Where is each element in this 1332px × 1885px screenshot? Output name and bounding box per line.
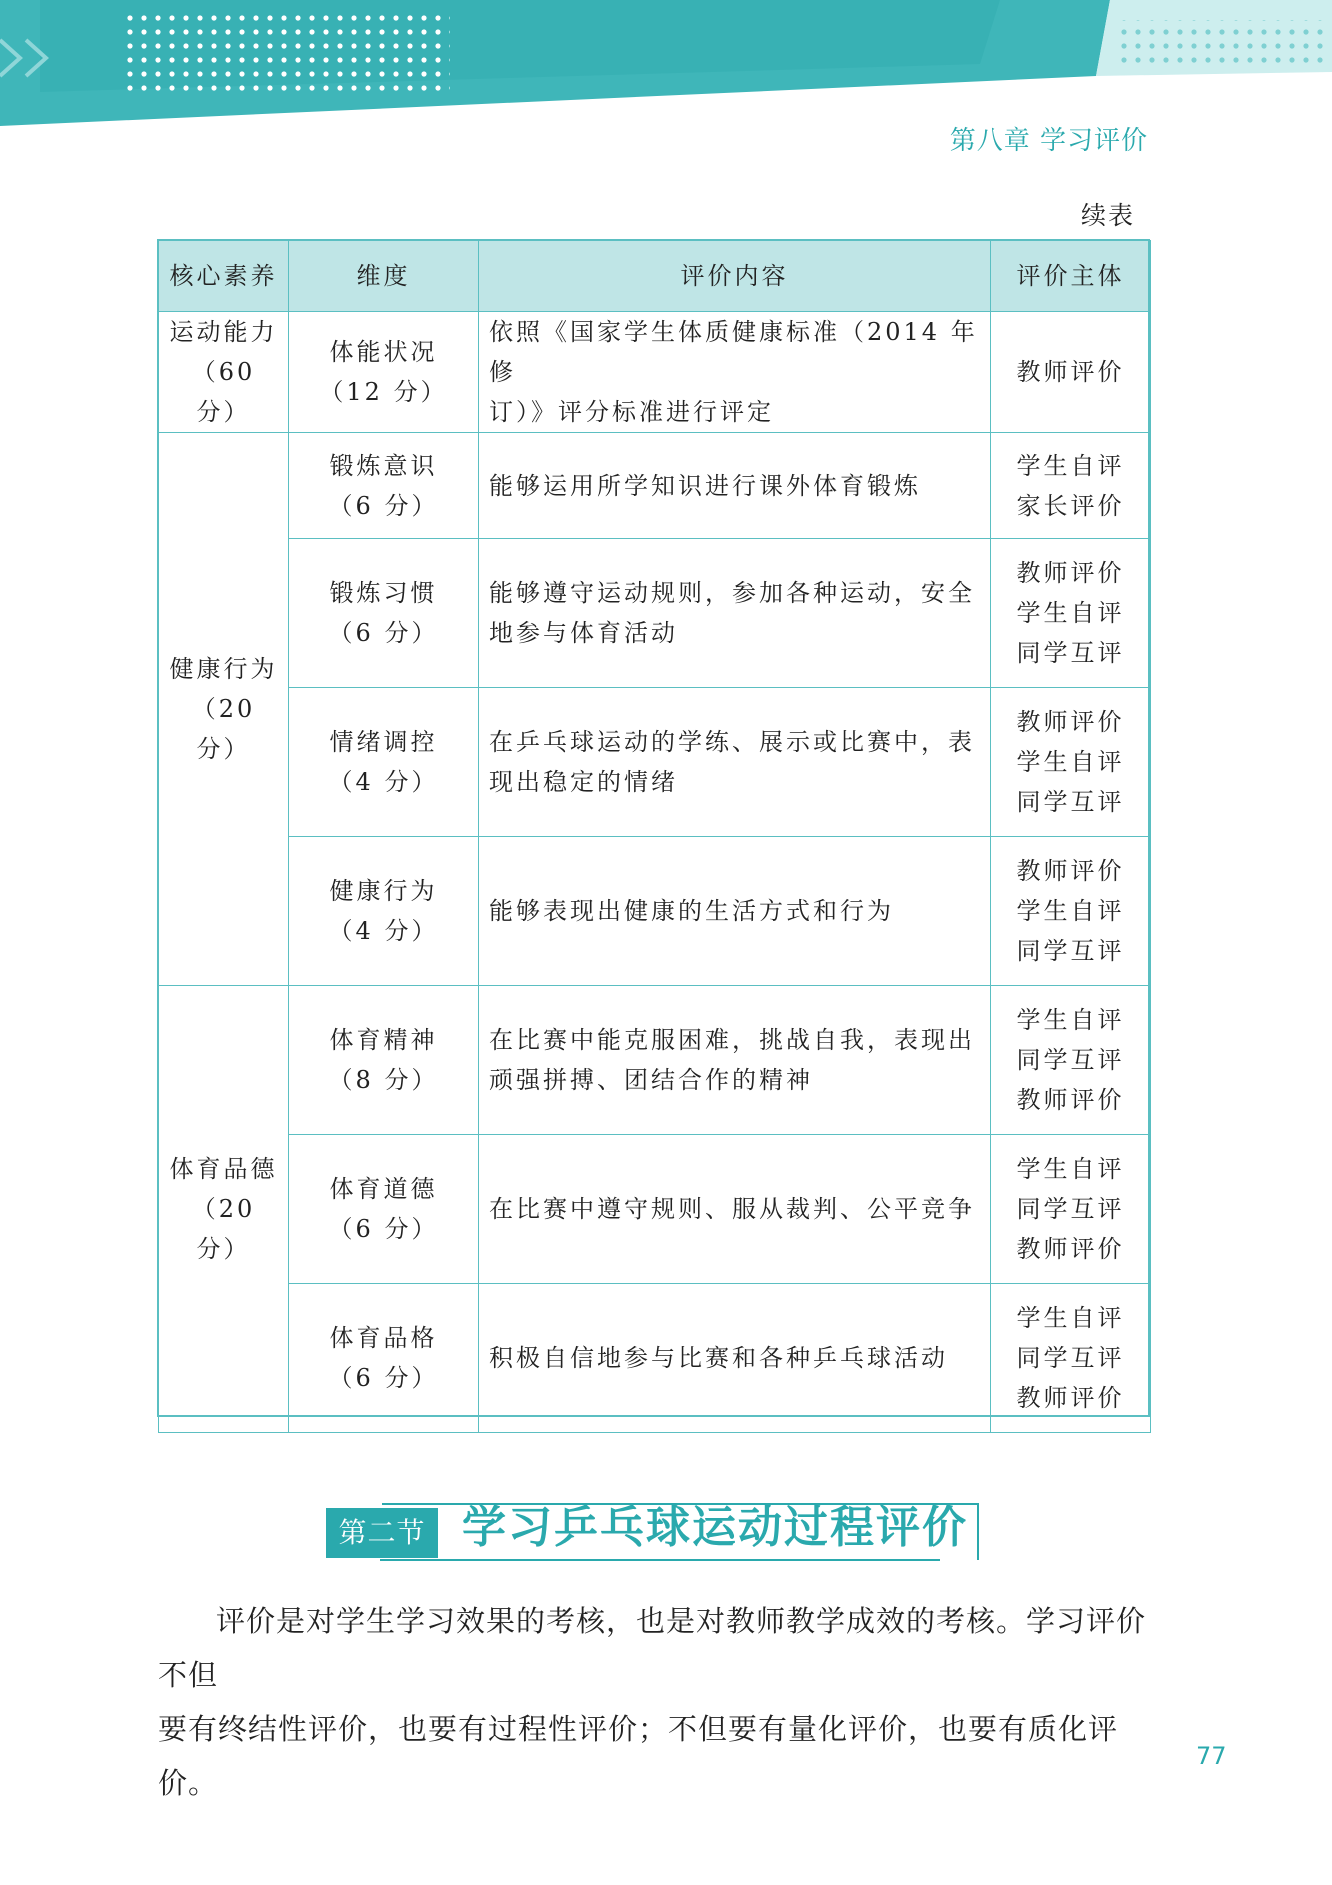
- subject-item: 教师评价: [1016, 708, 1125, 736]
- content-line: 积极自信地参与比赛和各种乒乓球活动: [489, 1344, 948, 1372]
- content-line: 能够表现出健康的生活方式和行为: [489, 897, 894, 925]
- subjects-cell: [991, 1135, 1151, 1284]
- dimension-cell: [289, 837, 479, 986]
- content-line: 在乒乓球运动的学练、展示或比赛中，表: [489, 728, 975, 756]
- dimension-cell: [289, 312, 479, 433]
- dimension-name: 体能状况: [329, 338, 438, 366]
- subject-item: 教师评价: [1016, 1086, 1125, 1114]
- table-row: [159, 433, 1151, 539]
- body-paragraph: [158, 1594, 1158, 1810]
- core-name: 运动能力: [169, 318, 278, 346]
- evaluation-table: [158, 240, 1151, 1433]
- paragraph-line: 评价是对学生学习效果的考核，也是对教师教学成效的考核。学习评价不但: [158, 1604, 1147, 1692]
- subjects-cell: [991, 312, 1151, 433]
- dimension-score: （4 分）: [328, 768, 439, 796]
- chapter-title: 第八章 学习评价: [949, 126, 1148, 156]
- subjects-cell: [991, 1284, 1151, 1433]
- dimension-score: （6 分）: [328, 619, 439, 647]
- table-row: [159, 1284, 1151, 1433]
- header-content: 评价内容: [479, 241, 991, 312]
- subject-item: 教师评价: [1016, 358, 1125, 386]
- subject-item: 教师评价: [1016, 1384, 1125, 1412]
- subject-item: 同学互评: [1016, 1195, 1125, 1223]
- dimension-cell: [289, 433, 479, 539]
- content-line: 顽强拼搏、团结合作的精神: [489, 1066, 813, 1094]
- table-row: [159, 539, 1151, 688]
- subject-item: 教师评价: [1016, 559, 1125, 587]
- content-line: 现出稳定的情绪: [489, 768, 678, 796]
- core-cell: [159, 312, 289, 433]
- subjects-cell: [991, 539, 1151, 688]
- dimension-name: 健康行为: [329, 877, 438, 905]
- content-cell: [479, 688, 991, 837]
- subject-item: 同学互评: [1016, 788, 1125, 816]
- subject-item: 同学互评: [1016, 1046, 1125, 1074]
- dimension-name: 情绪调控: [329, 728, 438, 756]
- core-score: （20 分）: [191, 1195, 256, 1263]
- subject-item: 学生自评: [1016, 1155, 1125, 1183]
- paragraph-line: 要有终结性评价，也要有过程性评价；不但要有量化评价，也要有质化评价。: [158, 1712, 1119, 1800]
- subject-item: 学生自评: [1016, 451, 1125, 480]
- continued-label: 续表: [1080, 201, 1135, 230]
- table-row: [159, 986, 1151, 1135]
- subjects-cell: [991, 986, 1151, 1135]
- dimension-name: 锻炼意识: [329, 451, 438, 480]
- header-banner: [0, 0, 1332, 130]
- subject-item: 学生自评: [1016, 897, 1125, 925]
- dimension-name: 锻炼习惯: [329, 579, 438, 607]
- core-cell: [159, 433, 289, 986]
- subjects-cell: [991, 433, 1151, 539]
- content-line: 订）》评分标准进行评定: [489, 398, 774, 426]
- content-cell: [479, 1284, 991, 1433]
- dimension-score: （12 分）: [319, 378, 448, 406]
- subject-item: 学生自评: [1016, 748, 1125, 776]
- section-heading: [326, 1498, 980, 1564]
- content-line: 地参与体育活动: [489, 619, 678, 647]
- dimension-cell: [289, 688, 479, 837]
- dimension-cell: [289, 1135, 479, 1284]
- content-line: 依照《国家学生体质健康标准（2014 年修: [489, 318, 978, 386]
- content-cell: [479, 539, 991, 688]
- subjects-cell: [991, 688, 1151, 837]
- table-row: [159, 312, 1151, 433]
- content-line: 能够运用所学知识进行课外体育锻炼: [489, 471, 921, 500]
- table-header-row: [159, 241, 1151, 312]
- content-line: 能够遵守运动规则，参加各种运动，安全: [489, 579, 975, 607]
- subject-item: 家长评价: [1016, 491, 1125, 520]
- subject-item: 同学互评: [1016, 937, 1125, 965]
- content-cell: [479, 433, 991, 539]
- dimension-name: 体育道德: [329, 1175, 438, 1203]
- content-line: 在比赛中遵守规则、服从裁判、公平竞争: [489, 1195, 975, 1223]
- subject-item: 教师评价: [1016, 1235, 1125, 1263]
- content-line: 在比赛中能克服困难，挑战自我，表现出: [489, 1026, 975, 1054]
- dimension-score: （4 分）: [328, 917, 439, 945]
- dimension-score: （6 分）: [328, 491, 439, 520]
- table-row: [159, 1135, 1151, 1284]
- header-subjects: 评价主体: [991, 241, 1151, 312]
- dimension-score: （8 分）: [328, 1066, 439, 1094]
- dimension-cell: [289, 986, 479, 1135]
- header-dimension: 维度: [289, 241, 479, 312]
- subject-item: 教师评价: [1016, 857, 1125, 885]
- core-score: （20 分）: [191, 695, 256, 763]
- table-row: [159, 688, 1151, 837]
- dimension-cell: [289, 539, 479, 688]
- section-number-tag: 第二节: [326, 1508, 438, 1558]
- section-title: 学习乒乓球运动过程评价: [462, 1502, 968, 1553]
- page-number: 77: [1196, 1742, 1227, 1770]
- core-name: 体育品德: [169, 1155, 278, 1183]
- content-cell: [479, 1135, 991, 1284]
- subject-item: 学生自评: [1016, 1304, 1125, 1332]
- dimension-score: （6 分）: [328, 1364, 439, 1392]
- subject-item: 同学互评: [1016, 639, 1125, 667]
- content-cell: [479, 986, 991, 1135]
- core-score: （60 分）: [191, 358, 256, 426]
- content-cell: [479, 837, 991, 986]
- subjects-cell: [991, 837, 1151, 986]
- subject-item: 学生自评: [1016, 1006, 1125, 1034]
- dimension-cell: [289, 1284, 479, 1433]
- core-cell: [159, 986, 289, 1433]
- dimension-name: 体育精神: [329, 1026, 438, 1054]
- subject-item: 学生自评: [1016, 599, 1125, 627]
- core-name: 健康行为: [169, 655, 278, 683]
- header-core: 核心素养: [159, 241, 289, 312]
- subject-item: 同学互评: [1016, 1344, 1125, 1372]
- dimension-score: （6 分）: [328, 1215, 439, 1243]
- content-cell: [479, 312, 991, 433]
- dimension-name: 体育品格: [329, 1324, 438, 1352]
- table-row: [159, 837, 1151, 986]
